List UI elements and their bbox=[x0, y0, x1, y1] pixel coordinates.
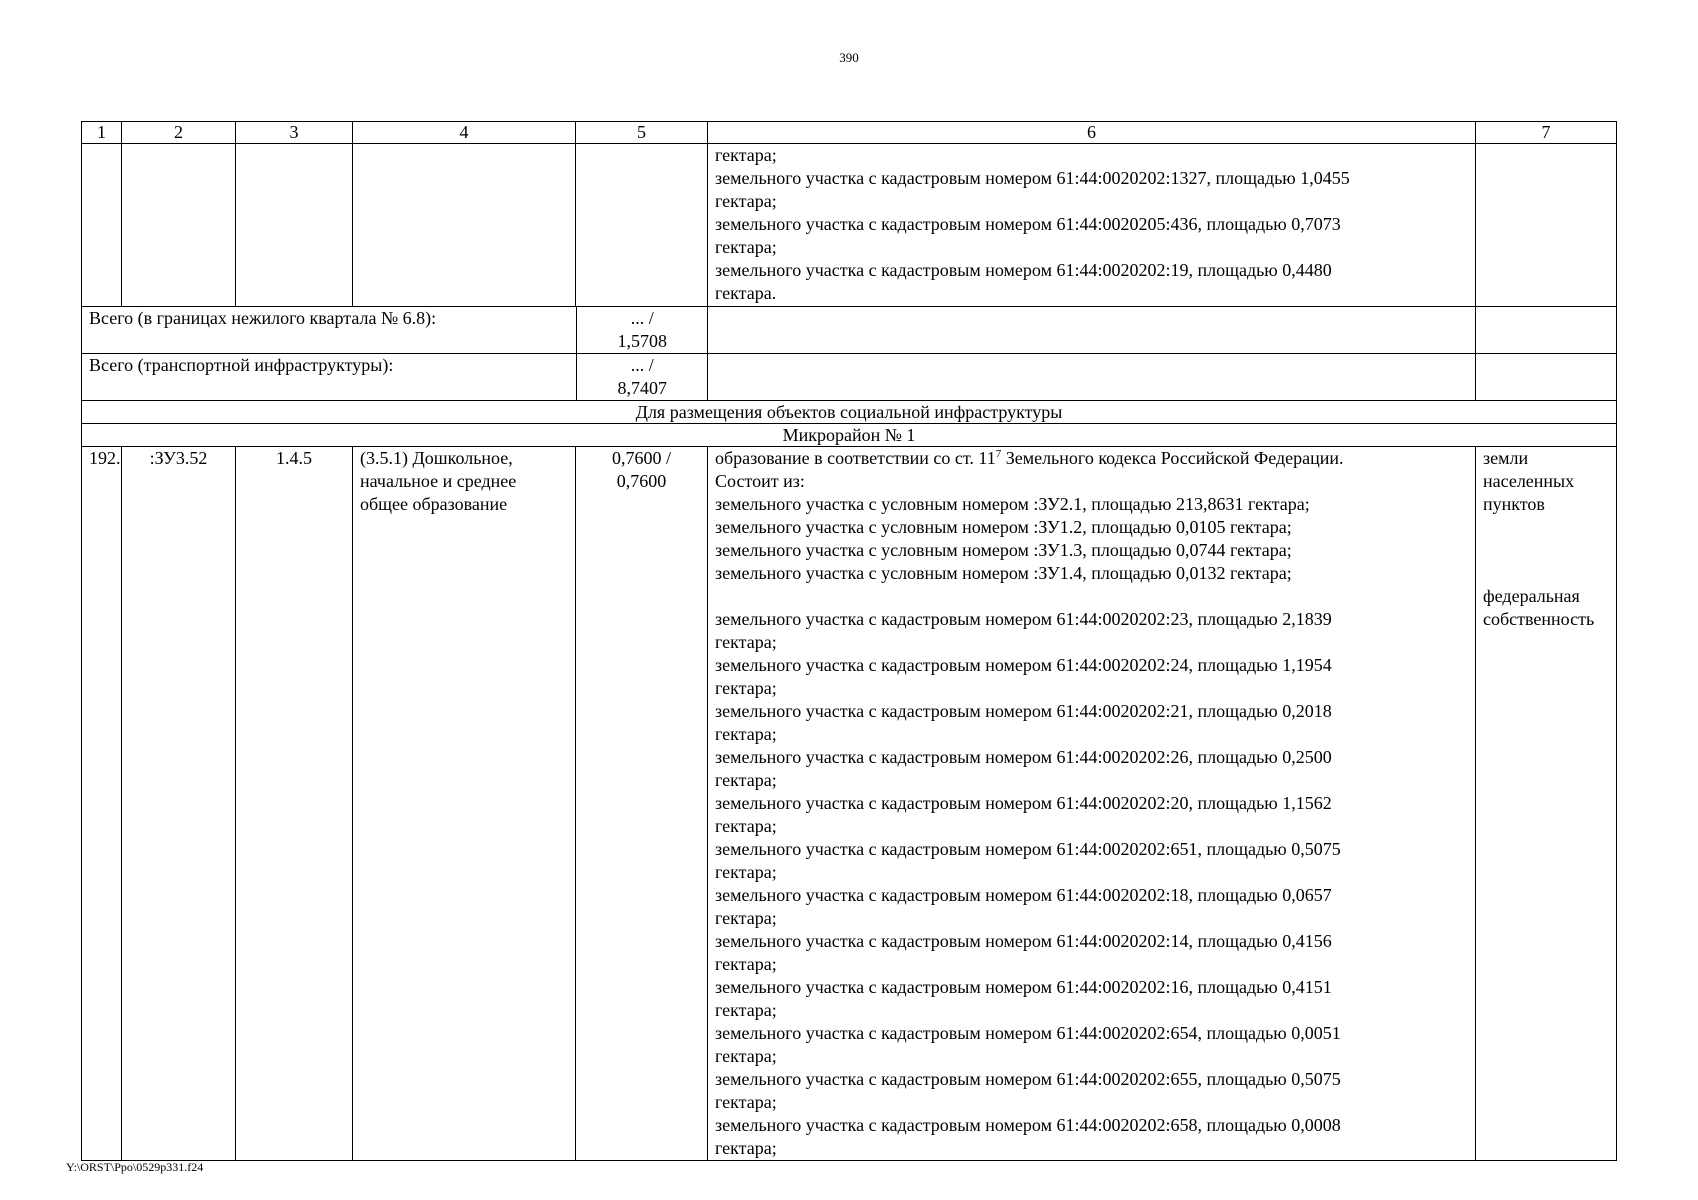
purpose-line: общее образование bbox=[360, 494, 508, 514]
description-line: земельного участка с условным номером :ЗУ1.3, площадью 0,0744 гектара; bbox=[715, 540, 1292, 560]
total-label: Всего (в границах нежилого квартала № 6.8): bbox=[82, 307, 576, 353]
description-line: земельного участка с кадастровым номером 61:44:0020202:1327, площадью 1,0455 bbox=[715, 168, 1350, 188]
purpose-line: (3.5.1) Дошкольное, bbox=[360, 448, 513, 468]
description-line: земельного участка с кадастровым номером 61:44:0020202:21, площадью 0,2018 bbox=[715, 701, 1332, 721]
category-line: собственность bbox=[1483, 609, 1595, 629]
description-line: земельного участка с кадастровым номером 61:44:0020202:658, площадью 0,0008 bbox=[715, 1115, 1341, 1135]
plot-code: :ЗУ3.52 bbox=[122, 447, 236, 1161]
description-line: земельного участка с кадастровым номером 61:44:0020202:20, площадью 1,1562 bbox=[715, 793, 1332, 813]
description-line: земельного участка с кадастровым номером 61:44:0020202:14, площадью 0,4156 bbox=[715, 931, 1332, 951]
col-header: 4 bbox=[353, 122, 576, 144]
col-header: 3 bbox=[236, 122, 353, 144]
cell bbox=[236, 144, 353, 307]
continued-row bbox=[82, 144, 1617, 307]
description-text: образование в соответствии со ст. 11 bbox=[715, 448, 996, 468]
area-line: 0,7600 bbox=[616, 471, 667, 491]
description-line: Состоит из: bbox=[715, 471, 805, 491]
total-row bbox=[82, 307, 1617, 354]
reference-number: 1.4.5 bbox=[236, 447, 353, 1161]
description-text: Земельного кодекса Российской Федерации. bbox=[1001, 448, 1344, 468]
description-line: гектара. bbox=[715, 283, 777, 303]
description-line: гектара; bbox=[715, 1138, 777, 1158]
cell bbox=[576, 144, 708, 307]
purpose-line: начальное и среднее bbox=[360, 471, 517, 491]
category-line: населенных bbox=[1483, 471, 1575, 491]
total-row bbox=[82, 354, 1617, 401]
description-line: земельного участка с условным номером :ЗУ1.2, площадью 0,0105 гектара; bbox=[715, 517, 1292, 537]
row-number: 192. bbox=[82, 447, 122, 1161]
description-line: гектара; bbox=[715, 1000, 777, 1020]
col-header: 6 bbox=[708, 122, 1476, 144]
description-line: гектара; bbox=[715, 1046, 777, 1066]
description-line: гектара; bbox=[715, 678, 777, 698]
description-line: земельного участка с кадастровым номером 61:44:0020205:436, площадью 0,7073 bbox=[715, 214, 1341, 234]
description-line: земельного участка с кадастровым номером 61:44:0020202:654, площадью 0,0051 bbox=[715, 1023, 1341, 1043]
total-cell bbox=[82, 307, 708, 354]
description-line: земельного участка с условным номером :ЗУ1.4, площадью 0,0132 гектара; bbox=[715, 563, 1292, 583]
description-line: земельного участка с кадастровым номером 61:44:0020202:18, площадью 0,0657 bbox=[715, 885, 1332, 905]
description-line: гектара; bbox=[715, 632, 777, 652]
col-header: 7 bbox=[1476, 122, 1617, 144]
description-line: земельного участка с кадастровым номером 61:44:0020202:24, площадью 1,1954 bbox=[715, 655, 1332, 675]
total-value-top: ... / bbox=[630, 355, 654, 375]
description-line: гектара; bbox=[715, 954, 777, 974]
section-row bbox=[82, 401, 1617, 424]
description-cell bbox=[708, 144, 1476, 307]
table-row bbox=[82, 447, 1617, 1161]
column-number-header bbox=[82, 122, 1617, 144]
area-line: 0,7600 / bbox=[611, 448, 671, 468]
cell bbox=[1476, 144, 1617, 307]
section-title: Для размещения объектов социальной инфраструктуры bbox=[82, 401, 1617, 424]
description-line bbox=[715, 447, 1468, 470]
description-line: земельного участка с кадастровым номером 61:44:0020202:26, площадью 0,2500 bbox=[715, 747, 1332, 767]
description-line: земельного участка с условным номером :ЗУ2.1, площадью 213,8631 гектара; bbox=[715, 494, 1310, 514]
description-line: земельного участка с кадастровым номером 61:44:0020202:16, площадью 0,4151 bbox=[715, 977, 1332, 997]
description-line: гектара; bbox=[715, 724, 777, 744]
category-line: федеральная bbox=[1483, 586, 1580, 606]
total-value-top: ... / bbox=[630, 308, 654, 328]
cell bbox=[1476, 307, 1617, 354]
total-cell bbox=[82, 354, 708, 401]
cell bbox=[353, 144, 576, 307]
land-category-cell bbox=[1476, 447, 1617, 1161]
subsection-row bbox=[82, 424, 1617, 447]
cell bbox=[708, 354, 1476, 401]
total-label: Всего (транспортной инфраструктуры): bbox=[82, 354, 576, 400]
col-header: 1 bbox=[82, 122, 122, 144]
total-value-bottom: 1,5708 bbox=[617, 331, 667, 351]
description-line: гектара; bbox=[715, 816, 777, 836]
cell bbox=[122, 144, 236, 307]
superscript: 7 bbox=[995, 448, 1002, 460]
description-line: земельного участка с кадастровым номером 61:44:0020202:651, площадью 0,5075 bbox=[715, 839, 1341, 859]
purpose-cell bbox=[353, 447, 576, 1161]
category-line: пунктов bbox=[1483, 494, 1545, 514]
description-line: гектара; bbox=[715, 145, 777, 165]
total-inner bbox=[82, 354, 708, 400]
total-value bbox=[576, 307, 708, 353]
spacer bbox=[1483, 516, 1609, 585]
category-line: земли bbox=[1483, 448, 1529, 468]
spacer bbox=[715, 585, 1468, 608]
description-line: гектара; bbox=[715, 862, 777, 882]
description-line: гектара; bbox=[715, 770, 777, 790]
total-value bbox=[576, 354, 708, 400]
description-line: гектара; bbox=[715, 237, 777, 257]
file-path-footer: Y:\ORST\Ppo\0529p331.f24 bbox=[66, 1160, 204, 1174]
description-line: земельного участка с кадастровым номером 61:44:0020202:23, площадью 2,1839 bbox=[715, 609, 1332, 629]
description-cell bbox=[708, 447, 1476, 1161]
total-inner bbox=[82, 307, 708, 353]
cell bbox=[708, 307, 1476, 354]
description-line: гектара; bbox=[715, 1092, 777, 1112]
description-line: гектара; bbox=[715, 191, 777, 211]
cell bbox=[82, 144, 122, 307]
description-line: земельного участка с кадастровым номером 61:44:0020202:19, площадью 0,4480 bbox=[715, 260, 1332, 280]
description-line: земельного участка с кадастровым номером 61:44:0020202:655, площадью 0,5075 bbox=[715, 1069, 1341, 1089]
land-plot-table bbox=[81, 121, 1617, 1161]
area-cell bbox=[576, 447, 708, 1161]
page-number: 390 bbox=[839, 50, 859, 65]
col-header: 5 bbox=[576, 122, 708, 144]
total-value-bottom: 8,7407 bbox=[617, 378, 667, 398]
subsection-title: Микрорайон № 1 bbox=[82, 424, 1617, 447]
description-line: гектара; bbox=[715, 908, 777, 928]
cell bbox=[1476, 354, 1617, 401]
col-header: 2 bbox=[122, 122, 236, 144]
